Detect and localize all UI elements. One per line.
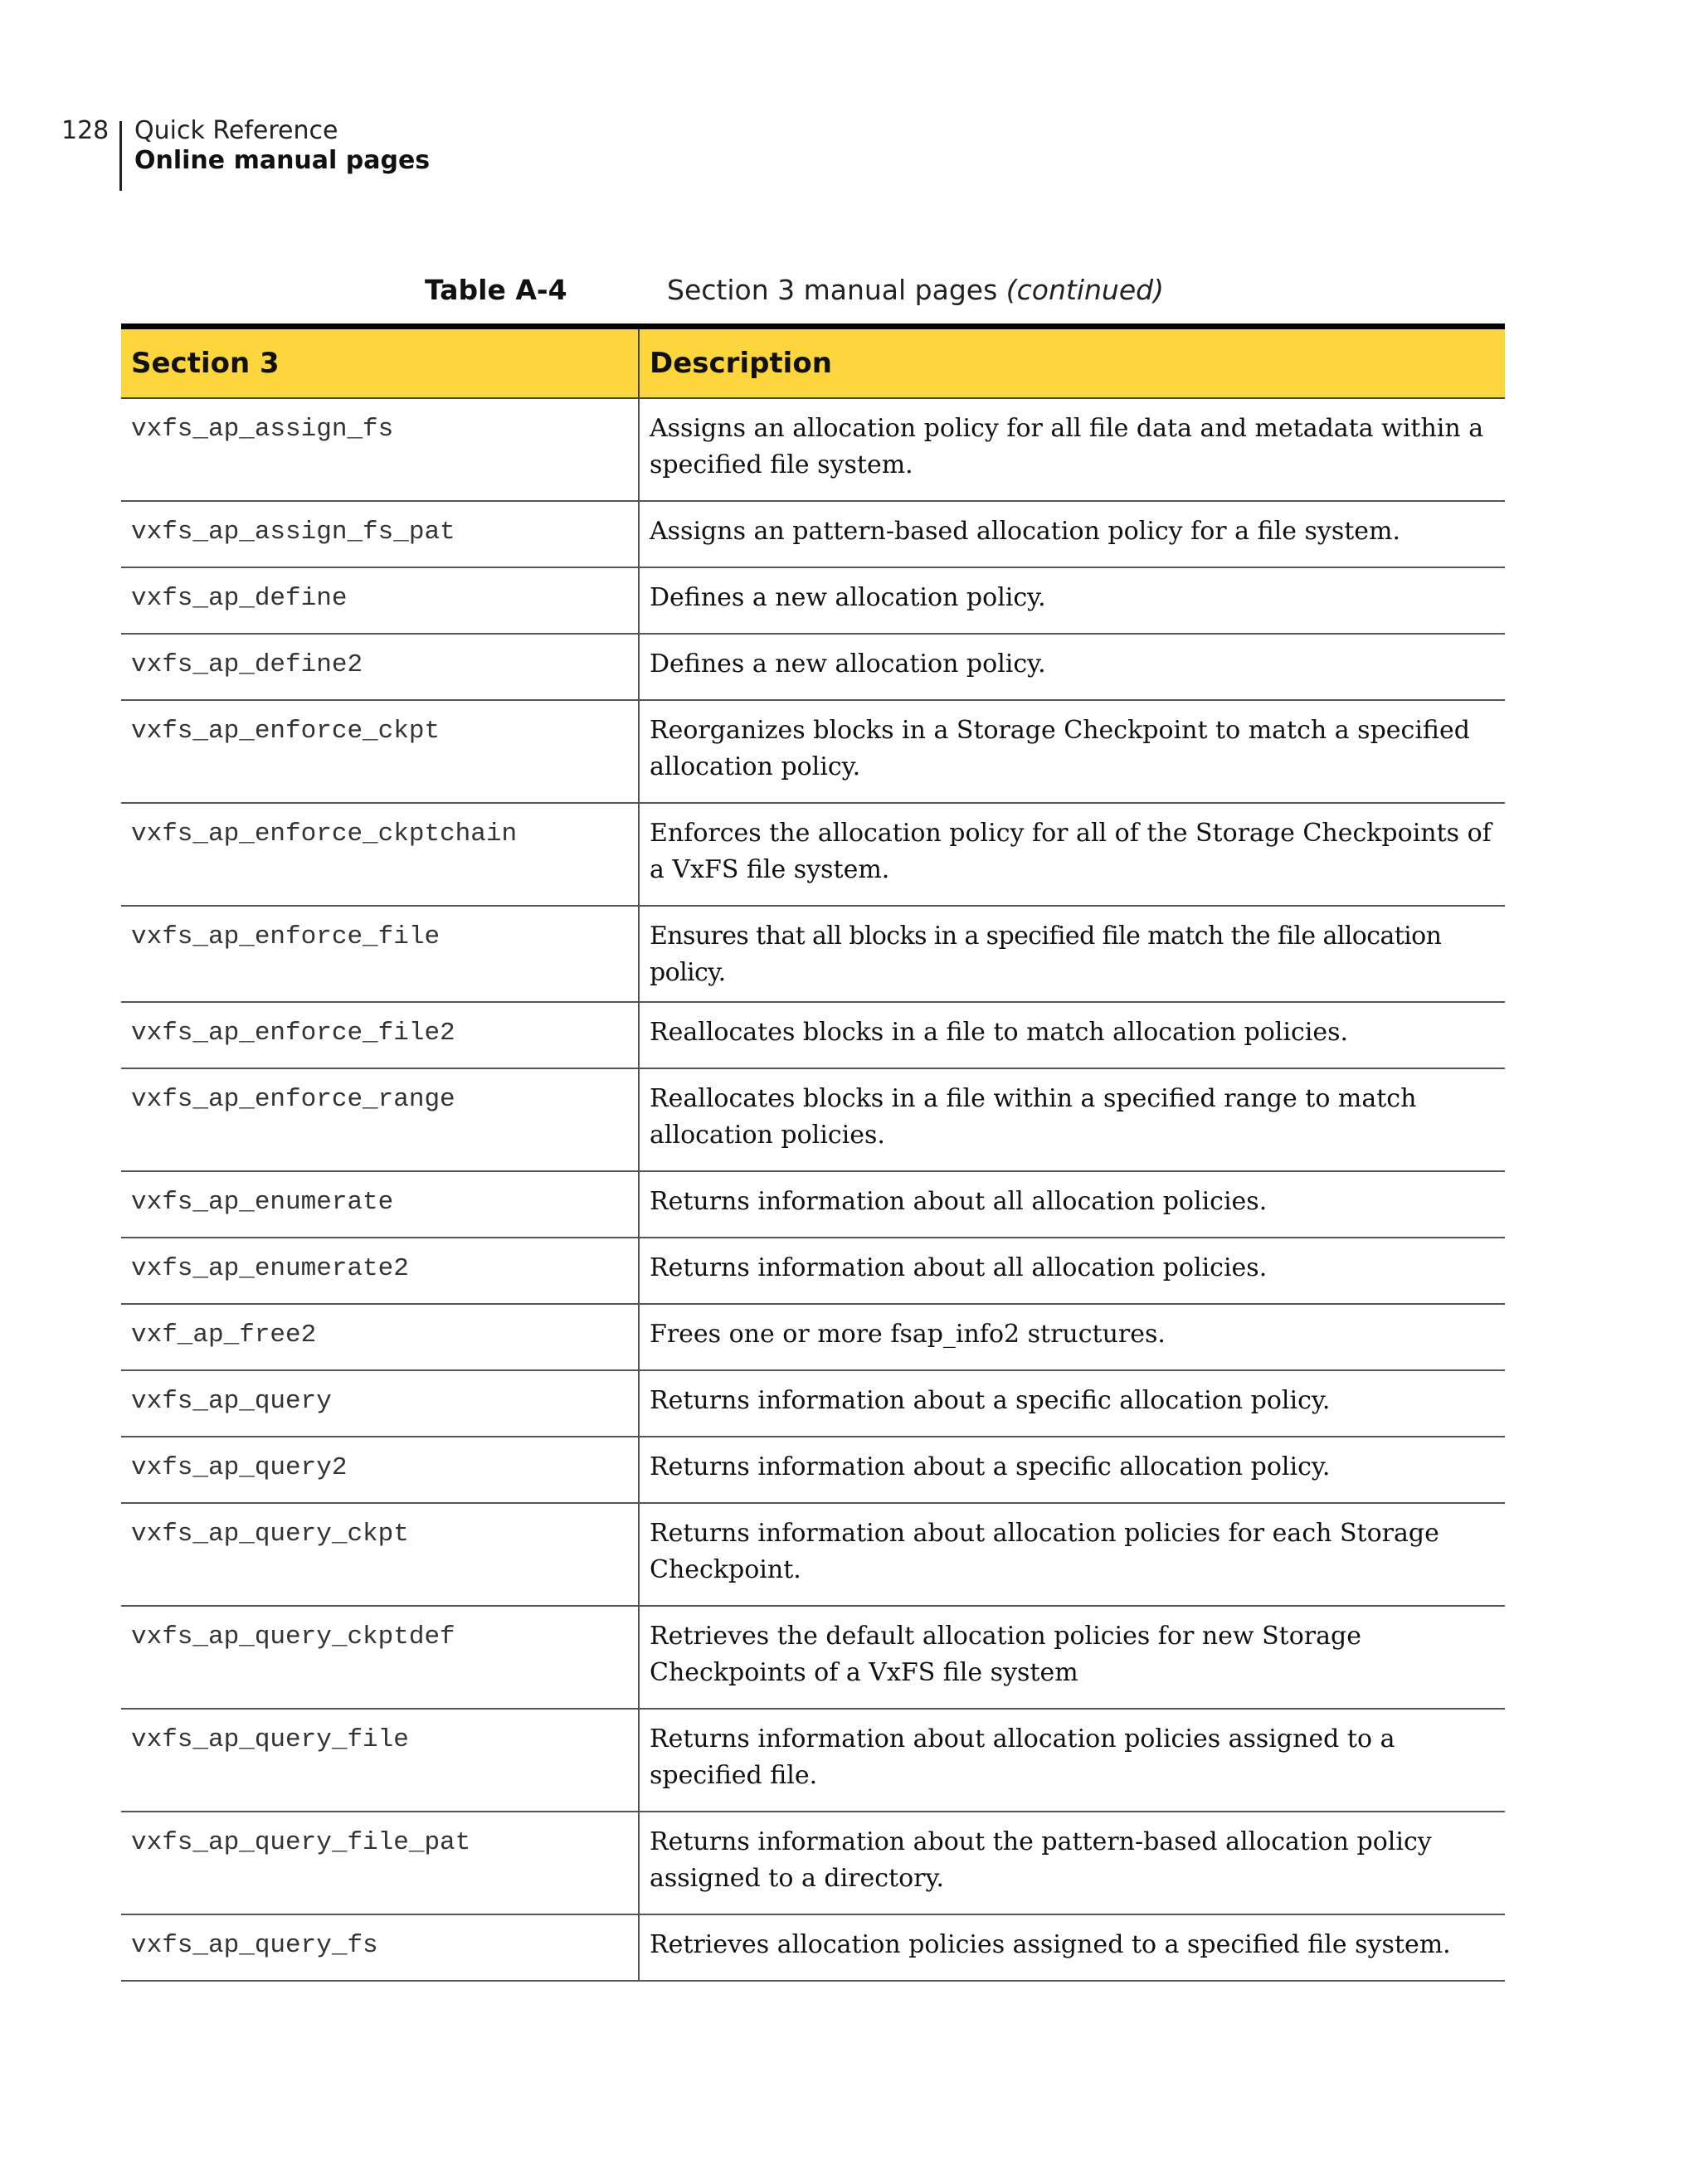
table-row xyxy=(121,803,1505,906)
table-row xyxy=(121,1914,1505,1981)
table-title xyxy=(667,272,1164,309)
command-cell: vxfs_ap_query2 xyxy=(121,1437,639,1503)
command-cell: vxfs_ap_enforce_file2 xyxy=(121,1002,639,1068)
description-cell: Enforces the allocation policy for all of the Storage Checkpoints of a VxFS file system. xyxy=(639,803,1505,906)
table-row xyxy=(121,1370,1505,1437)
table-row xyxy=(121,398,1505,501)
table-header-row xyxy=(121,329,1505,398)
command-cell: vxfs_ap_assign_fs xyxy=(121,398,639,501)
table-row xyxy=(121,567,1505,634)
table-title-qualifier: (continued) xyxy=(1005,274,1164,306)
description-cell: Returns information about a specific allocation policy. xyxy=(639,1437,1505,1503)
manual-pages-table xyxy=(121,323,1505,1982)
description-cell: Assigns an pattern-based allocation policy for a file system. xyxy=(639,501,1505,567)
section-title: Online manual pages xyxy=(134,146,431,175)
description-cell: Returns information about allocation policies for each Storage Checkpoint. xyxy=(639,1503,1505,1606)
command-cell: vxfs_ap_enumerate2 xyxy=(121,1238,639,1304)
table-row xyxy=(121,1709,1505,1812)
table-caption xyxy=(425,272,1503,309)
description-cell: Retrieves allocation policies assigned to a specified file system. xyxy=(639,1914,1505,1981)
table-row xyxy=(121,1304,1505,1370)
table-row xyxy=(121,501,1505,567)
command-cell: vxf_ap_free2 xyxy=(121,1304,639,1370)
description-cell: Reorganizes blocks in a Storage Checkpoint to match a specified allocation policy. xyxy=(639,700,1505,803)
table-row xyxy=(121,1437,1505,1503)
description-cell: Assigns an allocation policy for all file data and metadata within a specified file system. xyxy=(639,398,1505,501)
header-divider xyxy=(119,121,122,191)
description-cell: Retrieves the default allocation policies for new Storage Checkpoints of a VxFS file system xyxy=(639,1606,1505,1709)
command-cell: vxfs_ap_query_ckptdef xyxy=(121,1606,639,1709)
description-cell: Returns information about all allocation policies. xyxy=(639,1238,1505,1304)
table-row xyxy=(121,1002,1505,1068)
command-cell: vxfs_ap_enforce_ckpt xyxy=(121,700,639,803)
description-cell: Reallocates blocks in a file to match allocation policies. xyxy=(639,1002,1505,1068)
description-cell: Reallocates blocks in a file within a specified range to match allocation policies. xyxy=(639,1068,1505,1171)
table-top-rule xyxy=(121,323,1505,329)
table xyxy=(121,329,1505,1982)
chapter-title: Quick Reference xyxy=(134,116,338,145)
command-cell: vxfs_ap_enumerate xyxy=(121,1171,639,1238)
table-row xyxy=(121,1238,1505,1304)
description-cell: Ensures that all blocks in a specified file match the file allocation policy. xyxy=(639,906,1505,1002)
description-cell: Returns information about allocation policies assigned to a specified file. xyxy=(639,1709,1505,1812)
description-cell: Frees one or more fsap_info2 structures. xyxy=(639,1304,1505,1370)
command-cell: vxfs_ap_assign_fs_pat xyxy=(121,501,639,567)
table-row xyxy=(121,1812,1505,1914)
column-header-description: Description xyxy=(639,329,1505,398)
description-cell: Returns information about a specific allocation policy. xyxy=(639,1370,1505,1437)
command-cell: vxfs_ap_query_file_pat xyxy=(121,1812,639,1914)
description-cell: Defines a new allocation policy. xyxy=(639,567,1505,634)
table-row xyxy=(121,1606,1505,1709)
table-row xyxy=(121,1171,1505,1238)
description-cell: Returns information about all allocation policies. xyxy=(639,1171,1505,1238)
table-label: Table A-4 xyxy=(425,274,567,306)
table-row xyxy=(121,906,1505,1002)
command-cell: vxfs_ap_enforce_range xyxy=(121,1068,639,1171)
command-cell: vxfs_ap_query_file xyxy=(121,1709,639,1812)
table-row xyxy=(121,1068,1505,1171)
description-cell: Defines a new allocation policy. xyxy=(639,634,1505,700)
command-cell: vxfs_ap_query_fs xyxy=(121,1914,639,1981)
description-cell: Returns information about the pattern-based allocation policy assigned to a directory. xyxy=(639,1812,1505,1914)
table-title-text: Section 3 manual pages xyxy=(667,274,998,306)
command-cell: vxfs_ap_define xyxy=(121,567,639,634)
command-cell: vxfs_ap_enforce_ckptchain xyxy=(121,803,639,906)
column-header-section: Section 3 xyxy=(121,329,639,398)
page-number: 128 xyxy=(61,116,110,145)
command-cell: vxfs_ap_query xyxy=(121,1370,639,1437)
table-row xyxy=(121,634,1505,700)
table-row xyxy=(121,700,1505,803)
command-cell: vxfs_ap_enforce_file xyxy=(121,906,639,1002)
command-cell: vxfs_ap_query_ckpt xyxy=(121,1503,639,1606)
table-row xyxy=(121,1503,1505,1606)
command-cell: vxfs_ap_define2 xyxy=(121,634,639,700)
